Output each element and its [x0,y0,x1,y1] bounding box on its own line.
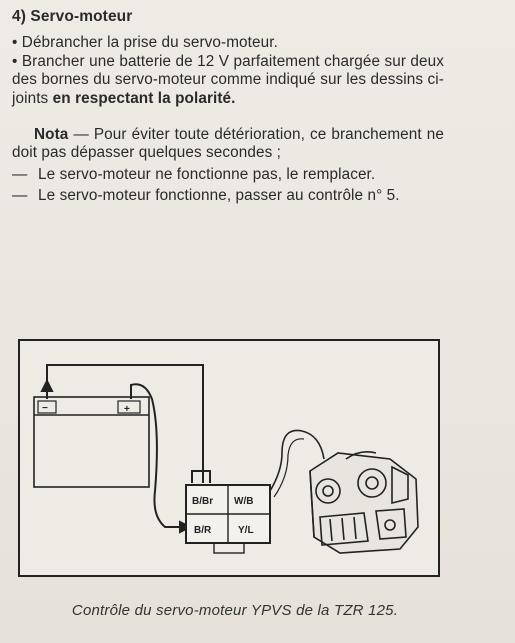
wire-entry [192,471,210,483]
wiring-diagram-svg [20,341,438,575]
text-block [12,8,444,206]
list-item [12,166,444,184]
list-item [12,187,444,205]
connector-pin-wb: W/B [234,496,254,507]
nota-paragraph [12,126,444,163]
wire-positive [131,384,184,527]
servo-motor-drawing [310,452,418,553]
nota-label: Nota [34,126,69,144]
battery-minus-label: − [42,403,48,414]
list-item-text: Le servo-moteur ne fonctionne pas, le remplacer. [38,165,376,183]
connector-pin-yl: Y/L [238,525,254,536]
connector-pin-bbr: B/Br [192,496,214,507]
figure-caption: Contrôle du servo-moteur YPVS de la TZR 125. [71,602,399,619]
section-heading: 4) Servo-moteur [12,8,133,25]
wiring-diagram [18,339,440,577]
nota-text: — Pour éviter toute détérioration, ce branchement ne doit pas dépasser quelques secondes ; [12,126,444,162]
instruction-2-bold: en respectant la polarité. [52,89,236,107]
battery [34,397,149,487]
instruction-2-text: • Brancher une batterie de 12 V parfaitement chargée sur deux des bornes du servo-moteur comme indiqué sur les dessins ci-joints [12,52,444,107]
instruction-2 [12,53,444,108]
connector-pin-br: B/R [194,525,212,536]
instruction-1: • Débrancher la prise du servo-moteur. [12,34,278,52]
wire-negative [47,365,203,483]
dash-mark: — [12,187,28,205]
wires [42,365,210,532]
connector [186,485,270,553]
list-item-text: Le servo-moteur fonctionne, passer au contrôle n° 5. [38,187,400,205]
dash-mark: — [12,165,28,183]
arrow-icon [42,381,52,391]
battery-plus-label: + [124,404,130,415]
